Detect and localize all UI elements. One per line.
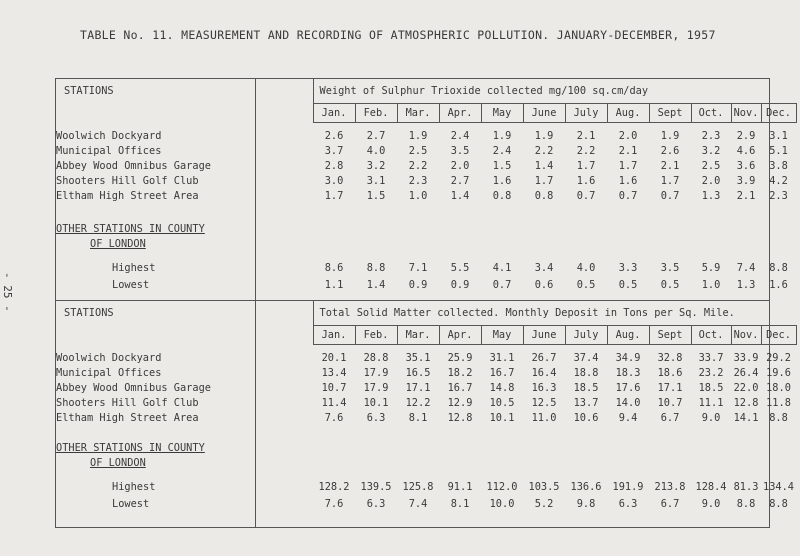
data-cell: 1.5 (366, 189, 386, 202)
data-cell: 16.7 (447, 381, 473, 394)
data-cell: 0.5 (660, 278, 680, 291)
data-cell: 0.7 (660, 189, 680, 202)
data-cell: 3.4 (534, 261, 554, 274)
data-cell: 18.6 (657, 366, 683, 379)
month-header: Nov. (731, 325, 761, 344)
data-cell: 7.6 (324, 497, 344, 510)
data-cell: 7.4 (736, 261, 756, 274)
month-header: Feb. (355, 325, 397, 344)
data-cell: 18.0 (766, 381, 791, 394)
data-cell: 10.7 (321, 381, 347, 394)
data-cell: 7.4 (408, 497, 428, 510)
data-cell: 1.7 (576, 159, 596, 172)
data-cell: 9.0 (701, 411, 721, 424)
data-cell: 22.0 (733, 381, 759, 394)
data-cell: 3.5 (450, 144, 470, 157)
month-header: Dec. (761, 325, 796, 344)
month-header: May (481, 103, 523, 122)
data-cell: 4.6 (736, 144, 756, 157)
station-name: Woolwich Dockyard (56, 351, 162, 364)
data-cell: 3.2 (701, 144, 721, 157)
data-cell: 1.7 (324, 189, 344, 202)
month-header: Aug. (607, 103, 649, 122)
data-cell: 112.0 (486, 480, 518, 493)
data-cell: 213.8 (654, 480, 686, 493)
data-cell: 33.9 (733, 351, 759, 364)
data-cell: 16.3 (531, 381, 557, 394)
month-header: Mar. (397, 103, 439, 122)
data-cell: 2.6 (660, 144, 680, 157)
station-name: Eltham High Street Area (56, 411, 199, 424)
data-cell: 3.2 (366, 159, 386, 172)
data-cell: 1.7 (618, 159, 638, 172)
data-cell: 16.4 (531, 366, 557, 379)
month-header: June (523, 103, 565, 122)
data-cell: 2.6 (324, 129, 344, 142)
month-header: Aug. (607, 325, 649, 344)
data-cell: 0.9 (408, 278, 428, 291)
data-cell: 2.4 (492, 144, 512, 157)
data-cell: 1.6 (576, 174, 596, 187)
data-cell: 7.1 (408, 261, 428, 274)
data-cell: 1.9 (408, 129, 428, 142)
data-cell: 2.4 (450, 129, 470, 142)
table-row (56, 380, 796, 395)
data-cell: 8.8 (769, 261, 788, 274)
data-cell: 20.1 (321, 351, 347, 364)
page-title: TABLE No. 11. MEASUREMENT AND RECORDING OF ATMOSPHERIC POLLUTION. JANUARY-DECEMBER, 1957 (80, 28, 716, 42)
data-cell: 0.7 (576, 189, 596, 202)
data-cell: 14.0 (615, 396, 641, 409)
table-row (56, 128, 796, 143)
data-cell: 0.9 (450, 278, 470, 291)
table-row (56, 395, 796, 410)
data-cell: 37.4 (573, 351, 599, 364)
data-cell: 1.1 (324, 278, 344, 291)
data-cell: 8.8 (769, 497, 788, 510)
data-cell: 2.2 (576, 144, 596, 157)
data-cell: 8.8 (366, 261, 386, 274)
data-cell: 139.5 (360, 480, 392, 493)
data-cell: 16.5 (405, 366, 431, 379)
table-row (56, 259, 796, 276)
data-cell: 2.0 (618, 129, 638, 142)
month-header: Apr. (439, 103, 481, 122)
data-cell: 8.1 (408, 411, 428, 424)
table1-grid (56, 79, 797, 293)
data-cell: 26.7 (531, 351, 557, 364)
data-cell: 1.4 (450, 189, 470, 202)
month-header: Mar. (397, 325, 439, 344)
data-cell: 1.7 (534, 174, 554, 187)
station-name: Abbey Wood Omnibus Garage (56, 159, 211, 172)
data-cell: 17.9 (363, 381, 389, 394)
data-cell: 8.1 (450, 497, 470, 510)
data-cell: 1.3 (701, 189, 721, 202)
other-stations-heading: OTHER STATIONS IN COUNTY (56, 441, 205, 454)
data-cell: 3.3 (618, 261, 638, 274)
data-cell: 17.9 (363, 366, 389, 379)
table-row (56, 158, 796, 173)
data-cell: 29.2 (766, 351, 791, 364)
data-cell: 6.3 (366, 497, 386, 510)
table-row (56, 143, 796, 158)
month-header: Nov. (731, 103, 761, 122)
data-cell: 18.5 (698, 381, 724, 394)
data-cell: 3.6 (736, 159, 756, 172)
data-cell: 18.5 (573, 381, 599, 394)
data-cell: 3.5 (660, 261, 680, 274)
data-cell: 4.0 (576, 261, 596, 274)
data-cell: 6.7 (660, 411, 680, 424)
data-cell: 5.1 (769, 144, 788, 157)
table-row (56, 410, 796, 425)
stations-header: STATIONS (64, 85, 114, 97)
table-row (56, 188, 796, 203)
data-cell: 1.6 (769, 278, 788, 291)
data-cell: 17.6 (615, 381, 641, 394)
data-cell: 3.9 (736, 174, 756, 187)
data-cell: 17.1 (405, 381, 431, 394)
data-cell: 2.7 (366, 129, 386, 142)
month-header: July (565, 325, 607, 344)
data-cell: 1.0 (408, 189, 428, 202)
data-cell: 3.7 (324, 144, 344, 157)
data-cell: 10.0 (489, 497, 515, 510)
data-cell: 9.4 (618, 411, 638, 424)
month-header: Jan. (313, 103, 355, 122)
month-header: July (565, 103, 607, 122)
data-cell: 11.4 (321, 396, 347, 409)
table-row (56, 350, 796, 365)
data-cell: 3.8 (769, 159, 788, 172)
data-cell: 13.4 (321, 366, 347, 379)
data-cell: 0.7 (492, 278, 512, 291)
data-cell: 11.1 (698, 396, 724, 409)
data-cell: 136.6 (570, 480, 602, 493)
data-cell: 1.6 (492, 174, 512, 187)
station-name: Highest (112, 480, 156, 493)
data-cell: 25.9 (447, 351, 473, 364)
data-cell: 9.8 (576, 497, 596, 510)
data-cell: 91.1 (447, 480, 473, 493)
data-cell: 35.1 (405, 351, 431, 364)
data-cell: 17.1 (657, 381, 683, 394)
data-cell: 10.1 (363, 396, 389, 409)
data-cell: 0.8 (492, 189, 512, 202)
data-cell: 12.2 (405, 396, 431, 409)
data-cell: 14.1 (733, 411, 759, 424)
data-cell: 8.6 (324, 261, 344, 274)
data-cell: 26.4 (733, 366, 759, 379)
data-cell: 11.8 (766, 396, 791, 409)
data-cell: 4.2 (769, 174, 788, 187)
data-cell: 34.9 (615, 351, 641, 364)
data-cell: 12.9 (447, 396, 473, 409)
data-cell: 2.1 (576, 129, 596, 142)
data-cell: 8.8 (769, 411, 788, 424)
data-cell: 12.8 (733, 396, 759, 409)
data-cell: 1.9 (492, 129, 512, 142)
other-stations-subheading: OF LONDON (90, 237, 146, 250)
data-cell: 191.9 (612, 480, 644, 493)
data-cell: 23.2 (698, 366, 724, 379)
data-cell: 10.5 (489, 396, 515, 409)
data-cell: 3.1 (769, 129, 788, 142)
data-cell: 2.3 (769, 189, 788, 202)
station-name: Abbey Wood Omnibus Garage (56, 381, 211, 394)
data-cell: 0.6 (534, 278, 554, 291)
data-cell: 1.3 (736, 278, 756, 291)
data-cell: 5.9 (701, 261, 721, 274)
table-row (56, 276, 796, 293)
data-cell: 9.0 (701, 497, 721, 510)
station-name: Shooters Hill Golf Club (56, 174, 199, 187)
data-cell: 19.6 (766, 366, 791, 379)
data-cell: 81.3 (733, 480, 759, 493)
other-stations-subheading: OF LONDON (90, 456, 146, 469)
table-row (56, 173, 796, 188)
data-cell: 18.8 (573, 366, 599, 379)
data-cell: 2.5 (408, 144, 428, 157)
data-cell: 10.7 (657, 396, 683, 409)
data-cell: 13.7 (573, 396, 599, 409)
data-cell: 3.1 (366, 174, 386, 187)
data-cell: 4.1 (492, 261, 512, 274)
table2-grid (56, 301, 797, 512)
data-cell: 12.5 (531, 396, 557, 409)
data-cell: 6.3 (366, 411, 386, 424)
data-cell: 1.7 (660, 174, 680, 187)
data-cell: 1.4 (534, 159, 554, 172)
data-cell: 2.2 (408, 159, 428, 172)
data-cell: 1.0 (701, 278, 721, 291)
data-cell: 1.4 (366, 278, 386, 291)
data-cell: 2.1 (618, 144, 638, 157)
month-header: Dec. (761, 103, 796, 122)
data-cell: 2.2 (534, 144, 554, 157)
page-number: - 25 - (1, 272, 14, 312)
month-header: May (481, 325, 523, 344)
data-cell: 103.5 (528, 480, 560, 493)
stations-header: STATIONS (64, 307, 114, 319)
data-cell: 2.8 (324, 159, 344, 172)
data-cell: 0.8 (534, 189, 554, 202)
data-cell: 0.5 (618, 278, 638, 291)
data-cell: 2.3 (408, 174, 428, 187)
data-cell: 134.4 (763, 480, 794, 493)
data-cell: 2.9 (736, 129, 756, 142)
data-cell: 12.8 (447, 411, 473, 424)
month-header: Apr. (439, 325, 481, 344)
data-cell: 31.1 (489, 351, 515, 364)
data-cell: 1.9 (534, 129, 554, 142)
station-name: Lowest (112, 497, 150, 510)
data-cell: 16.7 (489, 366, 515, 379)
data-cell: 2.3 (701, 129, 721, 142)
month-header: June (523, 325, 565, 344)
data-cell: 1.9 (660, 129, 680, 142)
data-cell: 28.8 (363, 351, 389, 364)
table-caption: Total Solid Matter collected. Monthly Deposit in Tons per Sq. Mile. (313, 301, 796, 325)
data-cell: 1.5 (492, 159, 512, 172)
data-cell: 128.2 (318, 480, 350, 493)
table-row (56, 478, 796, 495)
data-cell: 2.0 (450, 159, 470, 172)
data-cell: 33.7 (698, 351, 724, 364)
data-cell: 128.4 (695, 480, 727, 493)
data-cell: 10.6 (573, 411, 599, 424)
month-header: Oct. (691, 325, 731, 344)
data-cell: 5.2 (534, 497, 554, 510)
data-cell: 2.1 (660, 159, 680, 172)
month-header: Sept (649, 103, 691, 122)
table-row (56, 495, 796, 512)
station-name: Lowest (112, 278, 150, 291)
table-caption: Weight of Sulphur Trioxide collected mg/100 sq.cm/day (313, 79, 796, 103)
data-cell: 4.0 (366, 144, 386, 157)
table-row (56, 365, 796, 380)
data-cell: 11.0 (531, 411, 557, 424)
data-cell: 0.7 (618, 189, 638, 202)
month-header: Sept (649, 325, 691, 344)
month-header: Feb. (355, 103, 397, 122)
data-cell: 2.1 (736, 189, 756, 202)
data-cell: 18.3 (615, 366, 641, 379)
data-cell: 7.6 (324, 411, 344, 424)
data-cell: 6.3 (618, 497, 638, 510)
data-cell: 10.1 (489, 411, 515, 424)
data-cell: 0.5 (576, 278, 596, 291)
other-stations-heading: OTHER STATIONS IN COUNTY (56, 222, 205, 235)
data-cell: 125.8 (402, 480, 434, 493)
station-name: Eltham High Street Area (56, 189, 199, 202)
station-name: Highest (112, 261, 156, 274)
data-cell: 32.8 (657, 351, 683, 364)
data-cell: 6.7 (660, 497, 680, 510)
month-header: Jan. (313, 325, 355, 344)
station-name: Municipal Offices (56, 366, 162, 379)
month-header: Oct. (691, 103, 731, 122)
data-cell: 2.0 (701, 174, 721, 187)
station-name: Shooters Hill Golf Club (56, 396, 199, 409)
data-cell: 18.2 (447, 366, 473, 379)
data-cell: 1.6 (618, 174, 638, 187)
station-name: Municipal Offices (56, 144, 162, 157)
data-cell: 5.5 (450, 261, 470, 274)
data-cell: 3.0 (324, 174, 344, 187)
station-name: Woolwich Dockyard (56, 129, 162, 142)
data-cell: 14.8 (489, 381, 515, 394)
data-cell: 2.7 (450, 174, 470, 187)
data-cell: 8.8 (736, 497, 756, 510)
data-cell: 2.5 (701, 159, 721, 172)
